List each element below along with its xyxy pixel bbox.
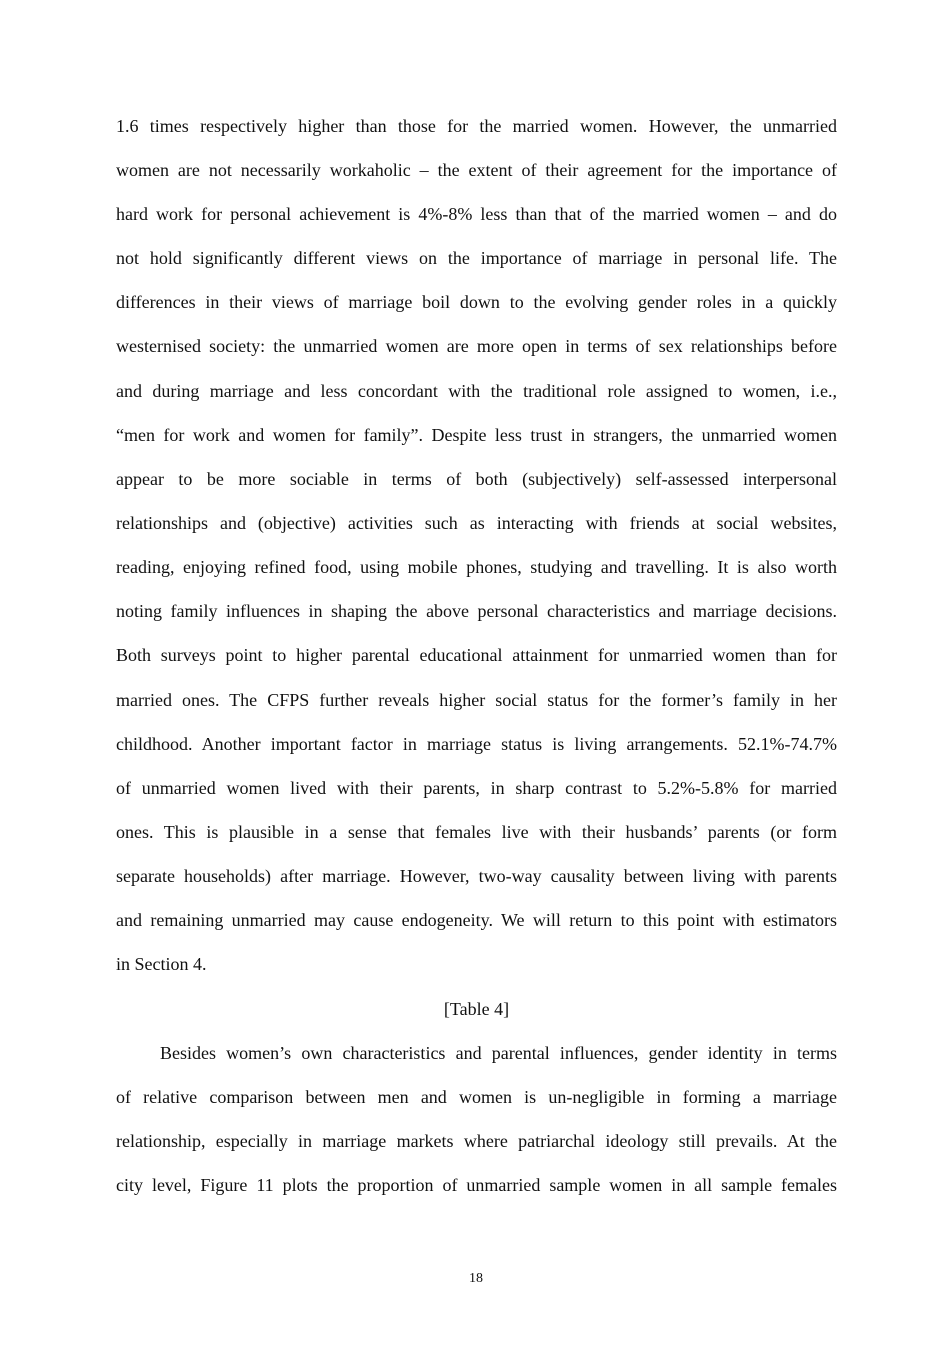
text-line: childhood. Another important factor in marriage status is living arrangements. 52.1%-74.7%: [116, 734, 837, 754]
text-line: westernised society: the unmarried women are more open in terms of sex relationships before: [116, 336, 837, 356]
page-number: 18: [469, 1271, 483, 1286]
text-line: ones. This is plausible in a sense that females live with their husbands’ parents (or form: [116, 822, 837, 842]
table-placeholder: [Table 4]: [443, 999, 510, 1019]
text-line: and remaining unmarried may cause endogeneity. We will return to this point with estimators: [116, 910, 837, 930]
text-line: of relative comparison between men and women is un-negligible in forming a marriage: [116, 1087, 837, 1107]
text-line: hard work for personal achievement is 4%-8% less than that of the married women – and do: [116, 204, 837, 224]
text-line: relationship, especially in marriage markets where patriarchal ideology still prevails. At the: [116, 1131, 837, 1151]
text-line: relationships and (objective) activities such as interacting with friends at social websites,: [116, 513, 837, 533]
text-line: city level, Figure 11 plots the proportion of unmarried sample women in all sample females: [116, 1175, 837, 1195]
text-line: women are not necessarily workaholic – the extent of their agreement for the importance of: [116, 160, 837, 180]
text-line: in Section 4.: [116, 954, 207, 974]
text-line: married ones. The CFPS further reveals higher social status for the former’s family in her: [116, 690, 837, 710]
text-line: noting family influences in shaping the above personal characteristics and marriage decisions.: [116, 601, 837, 621]
text-line: 1.6 times respectively higher than those for the married women. However, the unmarried: [116, 116, 837, 136]
text-line: of unmarried women lived with their parents, in sharp contrast to 5.2%-5.8% for married: [116, 778, 837, 798]
text-line: appear to be more sociable in terms of both (subjectively) self-assessed interpersonal: [116, 469, 837, 489]
text-line: Both surveys point to higher parental educational attainment for unmarried women than for: [116, 645, 837, 665]
text-line: and during marriage and less concordant with the traditional role assigned to women, i.e.,: [116, 381, 837, 401]
text-line: Besides women’s own characteristics and parental influences, gender identity in terms: [160, 1043, 837, 1063]
text-line: separate households) after marriage. However, two-way causality between living with parents: [116, 866, 837, 886]
text-line: differences in their views of marriage boil down to the evolving gender roles in a quickly: [116, 292, 837, 312]
text-line: not hold significantly different views on the importance of marriage in personal life. The: [116, 248, 837, 268]
text-line: reading, enjoying refined food, using mobile phones, studying and travelling. It is also worth: [116, 557, 837, 577]
text-line: “men for work and women for family”. Despite less trust in strangers, the unmarried women: [116, 425, 837, 445]
